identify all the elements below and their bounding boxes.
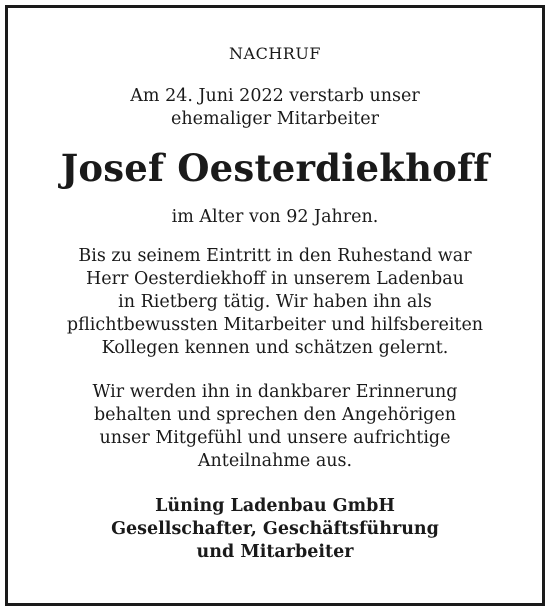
obituary-notice: [5, 5, 545, 606]
paragraph1-line-5: Kollegen kennen und schätzen gelernt.: [101, 338, 449, 358]
age-line: im Alter von 92 Jahren.: [171, 207, 379, 227]
paragraph2-line-1: Wir werden ihn in dankbarer Erinnerung: [92, 382, 458, 402]
signature-line-3: und Mitarbeiter: [196, 542, 354, 562]
paragraph1-line-4: pflichtbewussten Mitarbeiter und hilfsbereiten: [66, 315, 484, 335]
paragraph2-line-2: behalten und sprechen den Angehörigen: [93, 405, 456, 425]
signature-company: Lüning Ladenbau GmbH: [155, 496, 395, 516]
paragraph1-line-2: Herr Oesterdiekhoff in unserem Ladenbau: [86, 269, 464, 289]
intro-line-2: ehemaliger Mitarbeiter: [171, 109, 379, 129]
paragraph1-line-3: in Rietberg tätig. Wir haben ihn als: [118, 292, 432, 312]
notice-heading: NACHRUF: [229, 44, 321, 63]
paragraph2-line-3: unser Mitgefühl und unsere aufrichtige: [99, 428, 451, 448]
paragraph1-line-1: Bis zu seinem Eintritt in den Ruhestand war: [78, 246, 472, 266]
signature-line-2: Gesellschafter, Geschäftsführung: [111, 519, 439, 539]
deceased-name: Josef Oesterdiekhoff: [60, 146, 490, 190]
paragraph2-line-4: Anteilnahme aus.: [197, 451, 353, 471]
intro-line-1: Am 24. Juni 2022 verstarb unser: [130, 86, 420, 106]
